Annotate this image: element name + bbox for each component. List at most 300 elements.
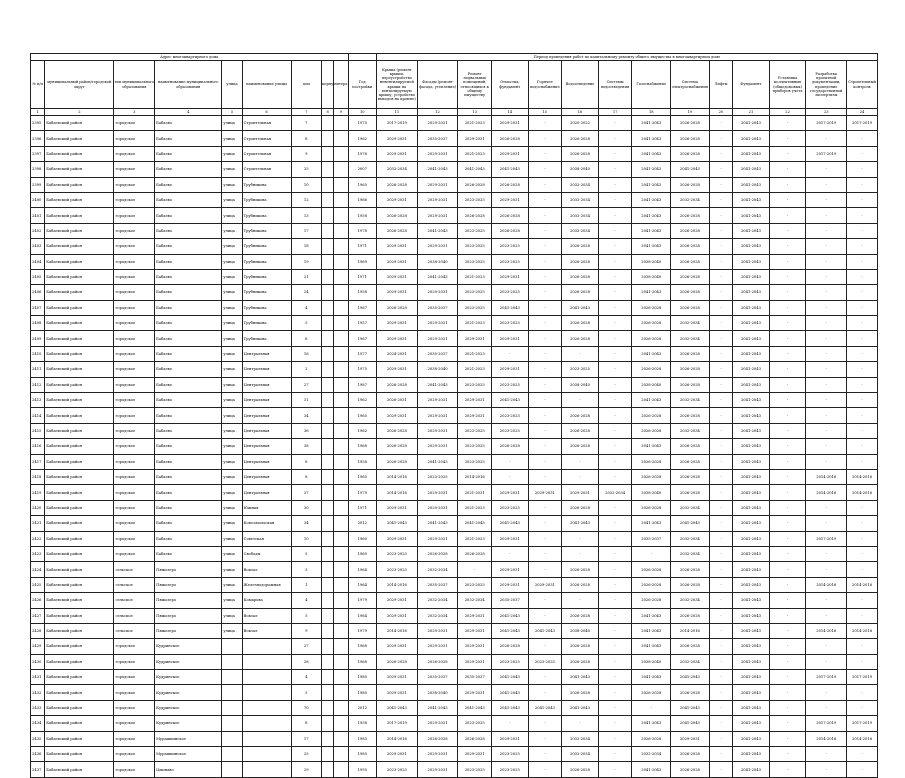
cell-fundament: 2041-2043 xyxy=(733,377,770,392)
cell-found: 2041-2043 xyxy=(491,162,528,177)
cell-meter: - xyxy=(769,485,806,500)
cell-basement: 2026-2028 xyxy=(458,177,492,192)
table-row xyxy=(31,747,878,762)
table-row xyxy=(31,670,878,685)
cell-lift: - xyxy=(709,177,732,192)
cell-area: Бабаевский район xyxy=(45,285,114,300)
cell-hw: - xyxy=(528,285,562,300)
table-row xyxy=(31,162,878,177)
cell-basement: 2023-2025 xyxy=(458,239,492,254)
cell-water: - xyxy=(562,469,599,484)
cell-k xyxy=(322,208,334,223)
cell-roof: 2023-2025 xyxy=(377,546,418,561)
cell-design: - xyxy=(806,346,847,361)
cell-hw: 2041-2043 xyxy=(528,700,562,715)
cell-meter: - xyxy=(769,362,806,377)
cell-design: - xyxy=(806,685,847,700)
column-number: 19 xyxy=(671,109,710,116)
column-number: 5 xyxy=(222,109,242,116)
cell-meter: - xyxy=(769,516,806,531)
column-number: 8 xyxy=(322,109,334,116)
cell-street xyxy=(242,716,291,731)
cell-water: 2026-2028 xyxy=(562,608,599,623)
cell-basement: 2035-2037 xyxy=(458,670,492,685)
cell-found: 2029-2031 xyxy=(491,562,528,577)
cell-el: 2041-2043 xyxy=(671,700,710,715)
cell-lit xyxy=(334,254,348,269)
cell-area: Бабаевский район xyxy=(45,408,114,423)
cell-design: - xyxy=(806,439,847,454)
cell-water: 2026-2028 xyxy=(562,423,599,438)
cell-lift: - xyxy=(709,346,732,361)
cell-n: 2397 xyxy=(31,146,45,161)
cell-st: улица xyxy=(222,608,242,623)
cell-water: - xyxy=(562,593,599,608)
cell-year: 1979 xyxy=(348,485,376,500)
cell-hw: - xyxy=(528,300,562,315)
cell-sewer: - xyxy=(598,639,632,654)
cell-facade: 2029-2031 xyxy=(417,423,458,438)
cell-el: 2032-2034 xyxy=(671,546,710,561)
cell-hw: 2023-2025 xyxy=(528,654,562,669)
cell-year: 1979 xyxy=(348,593,376,608)
cell-k xyxy=(322,469,334,484)
cell-design: - xyxy=(806,223,847,238)
cell-roof: 2024-2031 xyxy=(377,346,418,361)
cell-lift: - xyxy=(709,116,732,131)
cell-hw: - xyxy=(528,377,562,392)
cell-area: Бабаевский район xyxy=(45,577,114,592)
cell-roof: 2029-2031 xyxy=(377,500,418,515)
blank-group-cell xyxy=(348,54,376,61)
cell-house: 25 xyxy=(291,162,322,177)
table-row xyxy=(31,316,878,331)
cell-area: Бабаевский район xyxy=(45,516,114,531)
cell-area: Бабаевский район xyxy=(45,300,114,315)
cell-k xyxy=(322,762,334,777)
cell-area: Бабаевский район xyxy=(45,654,114,669)
cell-fundament: 2041-2043 xyxy=(733,239,770,254)
cell-el: 2026-2028 xyxy=(671,439,710,454)
cell-hw: - xyxy=(528,346,562,361)
cell-n: 2420 xyxy=(31,500,45,515)
cell-st xyxy=(222,654,242,669)
cell-house: 28 xyxy=(291,654,322,669)
cell-basement: 2026-2028 xyxy=(458,731,492,746)
cell-el: 2026-2028 xyxy=(671,177,710,192)
cell-sewer: - xyxy=(598,546,632,561)
cell-meter: - xyxy=(769,408,806,423)
cell-year: 1985 xyxy=(348,747,376,762)
cell-facade: 2029-2031 xyxy=(417,192,458,207)
cell-lift: - xyxy=(709,269,732,284)
cell-n: 2431 xyxy=(31,670,45,685)
cell-lift: - xyxy=(709,192,732,207)
cell-water: 2026-2028 xyxy=(562,408,599,423)
cell-meter: - xyxy=(769,439,806,454)
cell-fundament: 2041-2043 xyxy=(733,162,770,177)
column-number: 13 xyxy=(458,109,492,116)
cell-area: Бабаевский район xyxy=(45,546,114,561)
cell-st: улица xyxy=(222,377,242,392)
cell-type: городское xyxy=(114,654,155,669)
cell-design: 2017-2019 xyxy=(806,716,847,731)
cell-n: 2410 xyxy=(31,346,45,361)
cell-lit xyxy=(334,116,348,131)
cell-fundament: 2041-2043 xyxy=(733,562,770,577)
cell-basement: 2023-2025 xyxy=(458,254,492,269)
column-header: улица xyxy=(222,61,242,109)
cell-hw: - xyxy=(528,747,562,762)
cell-house: 8 xyxy=(291,716,322,731)
cell-found: 2029-2031 xyxy=(491,531,528,546)
cell-roof: 2026-2028 xyxy=(377,439,418,454)
cell-facade: 2029-2031 xyxy=(417,639,458,654)
cell-hw: - xyxy=(528,239,562,254)
cell-mo: Мурашкинское xyxy=(155,747,222,762)
cell-n: 2424 xyxy=(31,562,45,577)
cell-st xyxy=(222,700,242,715)
cell-lit xyxy=(334,593,348,608)
column-header: литера xyxy=(334,61,348,109)
cell-st: улица xyxy=(222,285,242,300)
cell-water: - xyxy=(562,454,599,469)
cell-facade: 2029-2031 xyxy=(417,623,458,638)
cell-mo: Бабаево xyxy=(155,146,222,161)
cell-sewer: - xyxy=(598,454,632,469)
cell-house: 8 xyxy=(291,469,322,484)
cell-gas: 2041-2043 xyxy=(632,623,671,638)
cell-k xyxy=(322,516,334,531)
cell-street: Трубникова xyxy=(242,285,291,300)
column-number: 3 xyxy=(114,109,155,116)
cell-house: 16 xyxy=(291,346,322,361)
cell-facade: 2032-2034 xyxy=(417,608,458,623)
cell-hw: - xyxy=(528,608,562,623)
cell-n: 2422 xyxy=(31,531,45,546)
cell-el: 2026-2028 xyxy=(671,685,710,700)
cell-control: - xyxy=(847,423,878,438)
cell-n: 2406 xyxy=(31,285,45,300)
table-row xyxy=(31,593,878,608)
cell-n: 2429 xyxy=(31,639,45,654)
cell-hw: - xyxy=(528,531,562,546)
cell-area: Бабаевский район xyxy=(45,608,114,623)
column-number: 17 xyxy=(598,109,632,116)
cell-roof: 2023-2025 xyxy=(377,762,418,777)
column-header: Системы водоотведения xyxy=(598,61,632,109)
cell-area: Бабаевский район xyxy=(45,131,114,146)
cell-st: улица xyxy=(222,546,242,561)
cell-hw: - xyxy=(528,116,562,131)
cell-design: - xyxy=(806,393,847,408)
cell-fundament: 2041-2043 xyxy=(733,331,770,346)
cell-roof: 2029-2031 xyxy=(377,285,418,300)
column-number: 12 xyxy=(417,109,458,116)
cell-roof: 2029-2031 xyxy=(377,131,418,146)
cell-control: - xyxy=(847,146,878,161)
table-row xyxy=(31,577,878,592)
cell-mo: Бабаево xyxy=(155,192,222,207)
cell-mo: Бабаево xyxy=(155,177,222,192)
cell-found: 2041-2043 xyxy=(491,670,528,685)
cell-st: улица xyxy=(222,269,242,284)
cell-design: - xyxy=(806,423,847,438)
cell-el: 2032-2034 xyxy=(671,393,710,408)
cell-facade: 2029-2031 xyxy=(417,439,458,454)
cell-el: 2032-2034 xyxy=(671,331,710,346)
cell-roof: 2026-2028 xyxy=(377,208,418,223)
cell-type: городское xyxy=(114,546,155,561)
cell-year: 1964 xyxy=(348,608,376,623)
cell-mo: Цыпнаво xyxy=(155,762,222,777)
cell-area: Бабаевский район xyxy=(45,762,114,777)
cell-design: - xyxy=(806,192,847,207)
cell-area: Бабаевский район xyxy=(45,562,114,577)
cell-facade: 2041-2043 xyxy=(417,269,458,284)
cell-year: 2012 xyxy=(348,700,376,715)
cell-meter: - xyxy=(769,177,806,192)
cell-type: сельское xyxy=(114,562,155,577)
cell-gas: 2026-2028 xyxy=(632,562,671,577)
cell-type: сельское xyxy=(114,623,155,638)
cell-hw: - xyxy=(528,639,562,654)
cell-el: 2041-2043 xyxy=(671,162,710,177)
cell-n: 2417 xyxy=(31,454,45,469)
cell-roof: 2014-2016 xyxy=(377,623,418,638)
cell-k xyxy=(322,670,334,685)
cell-fundament: 2041-2043 xyxy=(733,623,770,638)
cell-year: 1960 xyxy=(348,531,376,546)
cell-n: 2436 xyxy=(31,747,45,762)
column-header: Ремонт подвальных помещений, относящихся к общему имуществу xyxy=(458,61,492,109)
cell-street xyxy=(242,639,291,654)
cell-found: 2023-2025 xyxy=(491,654,528,669)
cell-n: 2426 xyxy=(31,593,45,608)
cell-sewer: - xyxy=(598,623,632,638)
cell-year: 1995 xyxy=(348,762,376,777)
cell-fundament: 2041-2043 xyxy=(733,362,770,377)
cell-mo: Бабаево xyxy=(155,208,222,223)
cell-st xyxy=(222,685,242,700)
cell-hw: - xyxy=(528,362,562,377)
cell-lit xyxy=(334,762,348,777)
cell-street: Центральная xyxy=(242,469,291,484)
cell-mo: Бабаево xyxy=(155,346,222,361)
cell-roof: 2026-2028 xyxy=(377,377,418,392)
cell-water: 2026-2028 xyxy=(562,639,599,654)
cell-water: 2029-2031 xyxy=(562,485,599,500)
cell-k xyxy=(322,500,334,515)
cell-year: 1980 xyxy=(348,670,376,685)
cell-sewer: - xyxy=(598,300,632,315)
cell-mo: Бабаево xyxy=(155,116,222,131)
cell-n: 2398 xyxy=(31,162,45,177)
cell-meter: - xyxy=(769,731,806,746)
cell-facade: 2029-2031 xyxy=(417,747,458,762)
cell-type: городское xyxy=(114,177,155,192)
cell-lit xyxy=(334,531,348,546)
cell-st: улица xyxy=(222,531,242,546)
cell-hw: 2029-2031 xyxy=(528,577,562,592)
cell-sewer: - xyxy=(598,331,632,346)
cell-el: 2026-2028 xyxy=(671,239,710,254)
cell-water: 2026-2028 xyxy=(562,439,599,454)
cell-lift: - xyxy=(709,146,732,161)
cell-hw: - xyxy=(528,316,562,331)
cell-fundament: 2041-2043 xyxy=(733,531,770,546)
cell-meter: - xyxy=(769,639,806,654)
cell-design: 2014-2016 xyxy=(806,577,847,592)
cell-found: 2029-2031 xyxy=(491,146,528,161)
cell-k xyxy=(322,639,334,654)
cell-facade: 2035-2037 xyxy=(417,131,458,146)
cell-fundament: 2041-2043 xyxy=(733,593,770,608)
column-number: 24 xyxy=(847,109,878,116)
cell-water: 2026-2028 xyxy=(562,239,599,254)
table-row xyxy=(31,192,878,207)
cell-area: Бабаевский район xyxy=(45,469,114,484)
cell-mo: Пяжозеро xyxy=(155,623,222,638)
cell-year: 1967 xyxy=(348,331,376,346)
cell-design: - xyxy=(806,762,847,777)
cell-lift: - xyxy=(709,516,732,531)
cell-fundament: 2041-2043 xyxy=(733,485,770,500)
cell-found: 2023-2025 xyxy=(491,316,528,331)
cell-el: 2032-2034 xyxy=(671,500,710,515)
cell-type: городское xyxy=(114,685,155,700)
column-header: Горячее водоснабжение xyxy=(528,61,562,109)
cell-basement: 2023-2025 xyxy=(458,285,492,300)
cell-hw: - xyxy=(528,500,562,515)
cell-control: - xyxy=(847,685,878,700)
cell-found: 2023-2025 xyxy=(491,500,528,515)
table-row xyxy=(31,254,878,269)
cell-house: 29 xyxy=(291,762,322,777)
cell-street: Советская xyxy=(242,531,291,546)
cell-hw: 2029-2031 xyxy=(528,485,562,500)
cell-meter: - xyxy=(769,331,806,346)
cell-sewer: - xyxy=(598,670,632,685)
cell-control: - xyxy=(847,500,878,515)
cell-lift: - xyxy=(709,670,732,685)
cell-lit xyxy=(334,331,348,346)
cell-basement: 2021-2023 xyxy=(458,362,492,377)
cell-year: 1962 xyxy=(348,131,376,146)
cell-hw: - xyxy=(528,670,562,685)
cell-found: 2023-2025 xyxy=(491,254,528,269)
cell-fundament: 2041-2043 xyxy=(733,177,770,192)
cell-basement: 2023-2025 xyxy=(458,716,492,731)
cell-gas: 2038-2040 xyxy=(632,377,671,392)
cell-st: улица xyxy=(222,623,242,638)
cell-fundament: 2041-2043 xyxy=(733,393,770,408)
cell-mo: Бабаево xyxy=(155,362,222,377)
cell-st: улица xyxy=(222,423,242,438)
cell-year: 1968 xyxy=(348,639,376,654)
cell-basement: 2021-2023 xyxy=(458,116,492,131)
cell-area: Бабаевский район xyxy=(45,623,114,638)
cell-hw: - xyxy=(528,192,562,207)
cell-k xyxy=(322,393,334,408)
cell-st: улица xyxy=(222,239,242,254)
cell-n: 2421 xyxy=(31,516,45,531)
cell-water: 2032-2034 xyxy=(562,731,599,746)
cell-meter: - xyxy=(769,454,806,469)
cell-n: 2430 xyxy=(31,654,45,669)
cell-year: 1962 xyxy=(348,393,376,408)
cell-year: 1980 xyxy=(348,685,376,700)
cell-mo: Пяжозеро xyxy=(155,608,222,623)
cell-control: - xyxy=(847,269,878,284)
cell-lift: - xyxy=(709,747,732,762)
cell-control: - xyxy=(847,654,878,669)
cell-basement: 2029-2031 xyxy=(458,685,492,700)
cell-lit xyxy=(334,393,348,408)
cell-fundament: 2041-2043 xyxy=(733,269,770,284)
cell-house: 38 xyxy=(291,439,322,454)
cell-st: улица xyxy=(222,316,242,331)
cell-street: Комсомольская xyxy=(242,516,291,531)
cell-gas: - xyxy=(632,700,671,715)
cell-control: - xyxy=(847,608,878,623)
cell-design: - xyxy=(806,300,847,315)
cell-house: 5 xyxy=(291,685,322,700)
table-row xyxy=(31,500,878,515)
cell-control: - xyxy=(847,762,878,777)
column-number: 22 xyxy=(769,109,806,116)
cell-fundament: 2041-2043 xyxy=(733,654,770,669)
cell-design: - xyxy=(806,562,847,577)
cell-control: - xyxy=(847,377,878,392)
table-row xyxy=(31,131,878,146)
cell-street: Строительная xyxy=(242,131,291,146)
cell-design: 2017-2019 xyxy=(806,146,847,161)
cell-street: Центральная xyxy=(242,454,291,469)
cell-facade: 2026-2028 xyxy=(417,731,458,746)
cell-type: сельское xyxy=(114,608,155,623)
cell-found: 2023-2025 xyxy=(491,747,528,762)
cell-meter: - xyxy=(769,146,806,161)
cell-control: - xyxy=(847,316,878,331)
cell-street: Трубникова xyxy=(242,269,291,284)
cell-basement: 2029-2031 xyxy=(458,654,492,669)
cell-st xyxy=(222,747,242,762)
cell-meter: - xyxy=(769,716,806,731)
cell-basement: 2023-2025 xyxy=(458,454,492,469)
cell-water: 2032-2034 xyxy=(562,747,599,762)
cell-basement: 2023-2025 xyxy=(458,423,492,438)
cell-basement: 2021-2023 xyxy=(458,316,492,331)
cell-fundament: 2041-2043 xyxy=(733,500,770,515)
cell-hw: - xyxy=(528,454,562,469)
cell-mo: Кудринское xyxy=(155,685,222,700)
cell-basement: 2026-2028 xyxy=(458,208,492,223)
cell-street xyxy=(242,762,291,777)
cell-gas: 2041-2043 xyxy=(632,439,671,454)
cell-design: - xyxy=(806,131,847,146)
cell-st: улица xyxy=(222,593,242,608)
cell-street: Трубникова xyxy=(242,223,291,238)
cell-fundament: 2041-2043 xyxy=(733,223,770,238)
cell-water: 2026-2028 xyxy=(562,131,599,146)
cell-year: 1975 xyxy=(348,362,376,377)
cell-roof: 2029-2031 xyxy=(377,639,418,654)
cell-street: Центральная xyxy=(242,393,291,408)
cell-type: городское xyxy=(114,393,155,408)
cell-lift: - xyxy=(709,762,732,777)
cell-lift: - xyxy=(709,254,732,269)
